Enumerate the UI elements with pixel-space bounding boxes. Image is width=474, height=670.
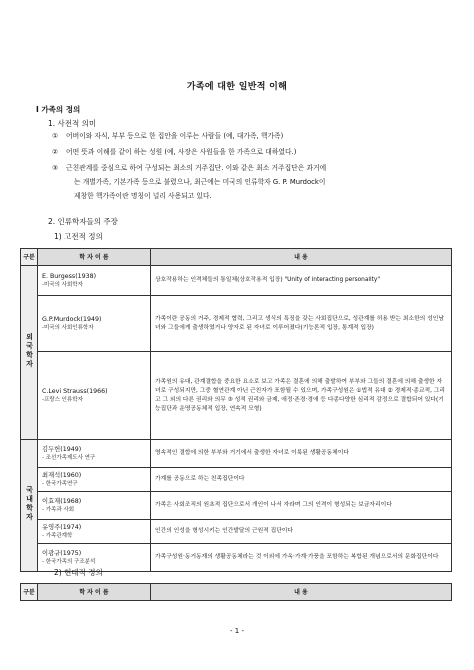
scholar-name: G.P.Murdock(1949) [42, 315, 102, 323]
scholar-name: 김두헌(1949) [42, 445, 82, 453]
header-gubun: 구분 [21, 249, 38, 266]
scholar-name: 이효재(1968) [42, 497, 82, 505]
item-number: ① [52, 132, 59, 140]
header-scholar: 학 자 이 름 [38, 249, 151, 266]
subsection-dictionary: 1. 사전적 의미 [48, 119, 97, 128]
definition-item [52, 146, 442, 159]
content-cell: 가족이란 공동의 거주, 경제적 협력, 그리고 생식의 특징을 갖는 사회집단으로, 성관계를 허용 받는 최소한의 성인남녀와 그들에게 출생하였거나 양자로 된 자녀로 이루어졌다(기능론적 입장, 통계적 입장) [151, 296, 452, 352]
table-header-row [21, 584, 452, 601]
scholar-name: 이광규(1975) [42, 549, 82, 557]
scholar-cell [38, 266, 151, 296]
definition-item [52, 162, 442, 175]
scholar-cell [38, 468, 151, 492]
scholar-desc: - 가족과 사회 [42, 506, 75, 513]
table-row [21, 468, 452, 492]
subsection-anthropology: 2. 인류학자들의 주장 [48, 217, 118, 226]
table-row [21, 492, 452, 520]
header-gubun: 구분 [21, 584, 38, 601]
scholar-desc: - 가족관계학 [42, 532, 73, 539]
item-text: 어버이와 자식, 부부 등으로 한 집안을 이루는 사람들 (예, 대가족, 핵가족) [66, 132, 284, 140]
item-continuation: 는 개별가족, 기본가족 등으로 불렸으나, 최근에는 미국의 인류학자 G. P. Murdock이 [74, 178, 326, 186]
group-domestic [21, 440, 38, 572]
group-label: 외국학자 [25, 333, 34, 369]
definition-item [52, 130, 442, 143]
document-title: 가족에 대한 일반적 이해 [186, 82, 288, 92]
scholar-desc: -미국의 사회인류학자 [42, 324, 94, 331]
scholar-desc: -미국의 사회학자 [42, 281, 83, 288]
classical-definition-table [20, 248, 452, 572]
item-continuation: 제창한 핵가족이란 명칭이 널리 사용되고 있다. [74, 192, 212, 200]
table-header-row [21, 249, 452, 266]
modern-definition-table [20, 583, 452, 601]
item-text: 어떤 뜻과 이해를 같이 하는 성원 (예, 사장은 사원들을 한 가족으로 대하였다.) [66, 148, 297, 156]
scholar-cell [38, 352, 151, 440]
scholar-name: C.Levi Strauss(1966) [42, 387, 108, 395]
table-row [21, 352, 452, 440]
scholar-cell [38, 520, 151, 544]
item-number: ② [52, 148, 59, 156]
scholar-name: 유영주(1974) [42, 523, 82, 531]
table-row [21, 440, 452, 468]
header-content: 내 용 [151, 249, 452, 266]
content-cell: 가족구성원·동거동재의 생활공동체라는 것 이외에 가옥·가계·가풍을 포함하는 복합된 개념으로서의 문화집단이다 [151, 544, 452, 572]
page-number: - 1 - [230, 627, 244, 635]
subsection-classical: 1) 고전적 정의 [54, 232, 103, 241]
group-label: 국내학자 [25, 486, 34, 522]
scholar-desc: - 한국가족연구 [42, 480, 78, 487]
table-row [21, 266, 452, 296]
scholar-name: E. Burgess(1938) [42, 272, 97, 280]
table-row [21, 520, 452, 544]
content-cell: 가계를 공동으로 하는 친족집단이다 [151, 468, 452, 492]
content-cell: 가족원의 유대, 관계결합을 중요한 요소로 보고 가족은 결혼에 의해 출발하여 부부와 그들의 결혼에 의해 출생한 자녀로 구성되지만, 그중 혈연관계 아닌 근친자가 포함될 수 있으며, 가족구성원은 ①법적 유대 ② 경제적·종교적, 그리고 그 외의 다른 권리와 의무 ③ 성적 권리와 금제, 애정·존경·경애 등 다종다양한 심리적 감정으로 결합되어 있다(기능집단과 운명공동체적 입장, 연속적 모형) [151, 352, 452, 440]
scholar-name: 최재석(1960) [42, 471, 82, 479]
subsection-modern: 2) 현대적 정의 [54, 568, 103, 577]
scholar-cell [38, 296, 151, 352]
content-cell: 상호작용하는 인격체들의 통일체(상호작용적 입장) "Unity of interacting personality" [151, 266, 452, 296]
group-foreign [21, 266, 38, 440]
scholar-cell [38, 440, 151, 468]
scholar-desc: - 한국가족의 구조분석 [42, 558, 96, 565]
header-content: 내 용 [151, 584, 452, 601]
header-scholar: 학 자 이 름 [38, 584, 151, 601]
scholar-cell [38, 492, 151, 520]
item-number: ③ [52, 164, 59, 172]
scholar-desc: -프랑스 인류학자 [42, 396, 83, 403]
table-row [21, 296, 452, 352]
content-cell: 가족은 사회조직의 원초적 집단으로서 개인이 나서 자라며 그의 인격이 형성되는 보금자리이다 [151, 492, 452, 520]
content-cell: 인간의 인성을 형성시키는 인간발달의 근원적 집단이다 [151, 520, 452, 544]
scholar-desc: - 조선가족제도사 연구 [42, 454, 96, 461]
content-cell: 영속적인 결합에 의한 부부와 거기에서 출생한 자녀로 이룩된 생활공동체이다 [151, 440, 452, 468]
item-text: 근친관계를 중심으로 하여 구성되는 최소의 거주집단. 이와 같은 최소 거주집단은 과거에 [66, 164, 327, 172]
section-heading: Ⅰ 가족의 정의 [36, 105, 81, 114]
